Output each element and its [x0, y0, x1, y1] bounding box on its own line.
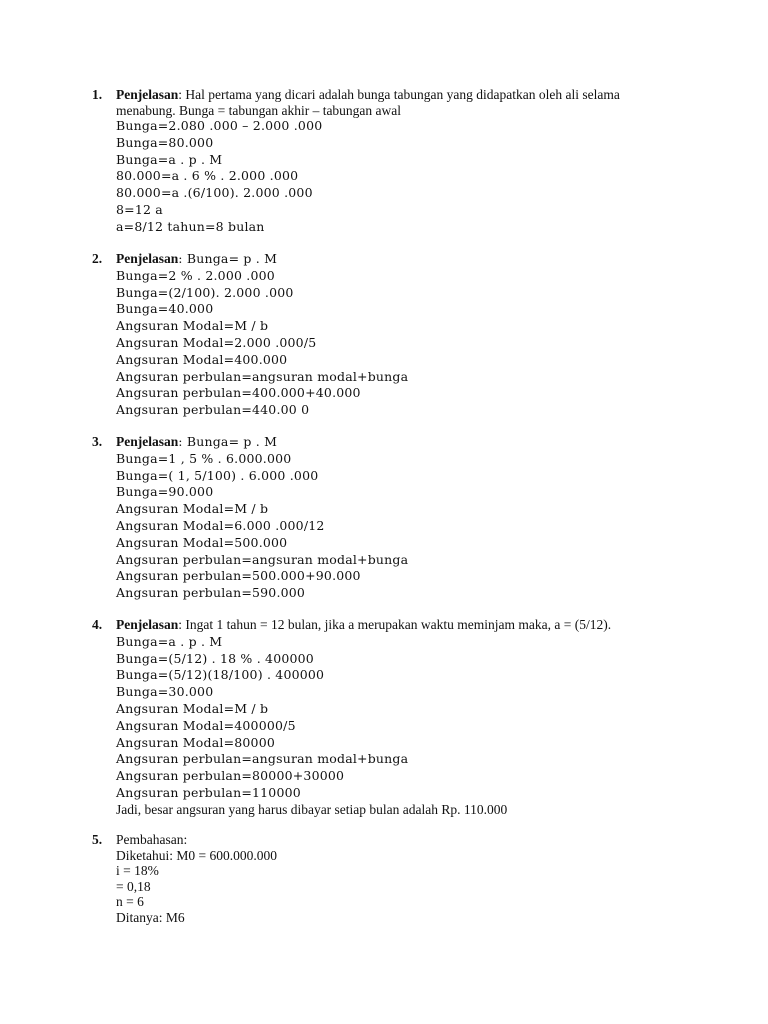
formula-line: Angsuran perbulan=110000: [116, 784, 301, 800]
formula-line: a=8/12 tahun=8 bulan: [116, 218, 265, 234]
formula-line: Angsuran Modal=400000/5: [116, 717, 296, 733]
answer-item-2: [92, 251, 672, 419]
given-line: i = 18%: [116, 863, 159, 878]
formula-line: Bunga=40.000: [116, 301, 214, 317]
asked-line: Ditanya: M6: [116, 909, 185, 925]
formula-line: Angsuran Modal=2.000 .000/5: [116, 334, 317, 350]
item-intro-text: : Bunga= p . M: [178, 251, 278, 266]
formula-line: Angsuran Modal=M / b: [116, 700, 269, 716]
answer-item-3: [92, 434, 672, 602]
item-heading: [116, 87, 672, 118]
formula-line: Bunga=2 % . 2.000 .000: [116, 267, 275, 283]
item-heading: [116, 832, 672, 848]
formula-line: Angsuran perbulan=500.000+90.000: [116, 568, 361, 584]
formula-line: Angsuran perbulan=440.00 0: [116, 402, 310, 418]
answer-item-1: [92, 87, 672, 236]
formula-line: Bunga=30.000: [116, 684, 214, 700]
formula-line: Angsuran Modal=M / b: [116, 501, 269, 517]
formula-line: Angsuran perbulan=590.000: [116, 585, 306, 601]
item-label: Penjelasan: [116, 87, 179, 102]
answer-item-5: [92, 832, 672, 925]
formula-line: Bunga=( 1, 5/100) . 6.000 .000: [116, 467, 319, 483]
given-line: = 0,18: [116, 878, 151, 894]
item-number: 2.: [92, 251, 103, 266]
formula-line: 80.000=a . 6 % . 2.000 .000: [116, 168, 299, 184]
formula-line: Bunga=(5/12) . 18 % . 400000: [116, 650, 314, 666]
given-line: n = 6: [116, 894, 144, 909]
formula-line: Bunga=a . p . M: [116, 151, 223, 167]
formula-line: Angsuran perbulan=80000+30000: [116, 768, 345, 784]
item-intro-text: : Bunga= p . M: [178, 434, 278, 449]
formula-line: Angsuran Modal=400.000: [116, 351, 288, 367]
formula-line: Angsuran Modal=6.000 .000/12: [116, 517, 325, 533]
formula-line: 80.000=a .(6/100). 2.000 .000: [116, 185, 313, 201]
formula-line: 8=12 a: [116, 201, 163, 217]
formula-line: Angsuran Modal=500.000: [116, 534, 288, 550]
item-label: Pembahasan:: [116, 832, 188, 847]
formula-line: Angsuran perbulan=angsuran modal+bunga: [116, 551, 409, 567]
item-label: Penjelasan: [116, 434, 179, 449]
formula-line: Bunga=a . p . M: [116, 633, 223, 649]
formula-line: Bunga=2.080 .000 – 2.000 .000: [116, 118, 323, 133]
conclusion-line: Jadi, besar angsuran yang harus dibayar setiap bulan adalah Rp. 110.000: [116, 801, 508, 817]
formula-line: Angsuran perbulan=angsuran modal+bunga: [116, 368, 409, 384]
item-heading: [116, 251, 672, 268]
formula-line: Bunga=1 , 5 % . 6.000.000: [116, 450, 292, 466]
item-intro-text: : Hal pertama yang dicari adalah bunga tabungan yang didapatkan oleh ali selama menabung. Bunga = tabungan akhir – tabungan awal: [116, 87, 620, 118]
item-number: 4.: [92, 617, 103, 632]
formula-line: Angsuran Modal=80000: [116, 734, 276, 750]
item-heading: [116, 617, 672, 634]
formula-line: Angsuran perbulan=angsuran modal+bunga: [116, 751, 409, 767]
answer-item-4: [92, 617, 672, 819]
formula-line: Bunga=90.000: [116, 484, 214, 500]
formula-line: Bunga=80.000: [116, 134, 214, 150]
item-number: 3.: [92, 434, 103, 449]
formula-line: Bunga=(2/100). 2.000 .000: [116, 284, 294, 300]
formula-line: Bunga=(5/12)(18/100) . 400000: [116, 667, 325, 683]
given-line: Diketahui: M0 = 600.000.000: [116, 847, 277, 863]
item-heading: [116, 434, 672, 451]
item-number: 5.: [92, 832, 103, 847]
item-label: Penjelasan: [116, 617, 179, 632]
item-label: Penjelasan: [116, 251, 179, 266]
formula-line: Angsuran Modal=M / b: [116, 318, 269, 334]
item-number: 1.: [92, 87, 103, 102]
formula-line: Angsuran perbulan=400.000+40.000: [116, 385, 361, 401]
item-intro-text: : Ingat 1 tahun = 12 bulan, jika a merupakan waktu meminjam maka, a = (5/12).: [178, 617, 612, 632]
